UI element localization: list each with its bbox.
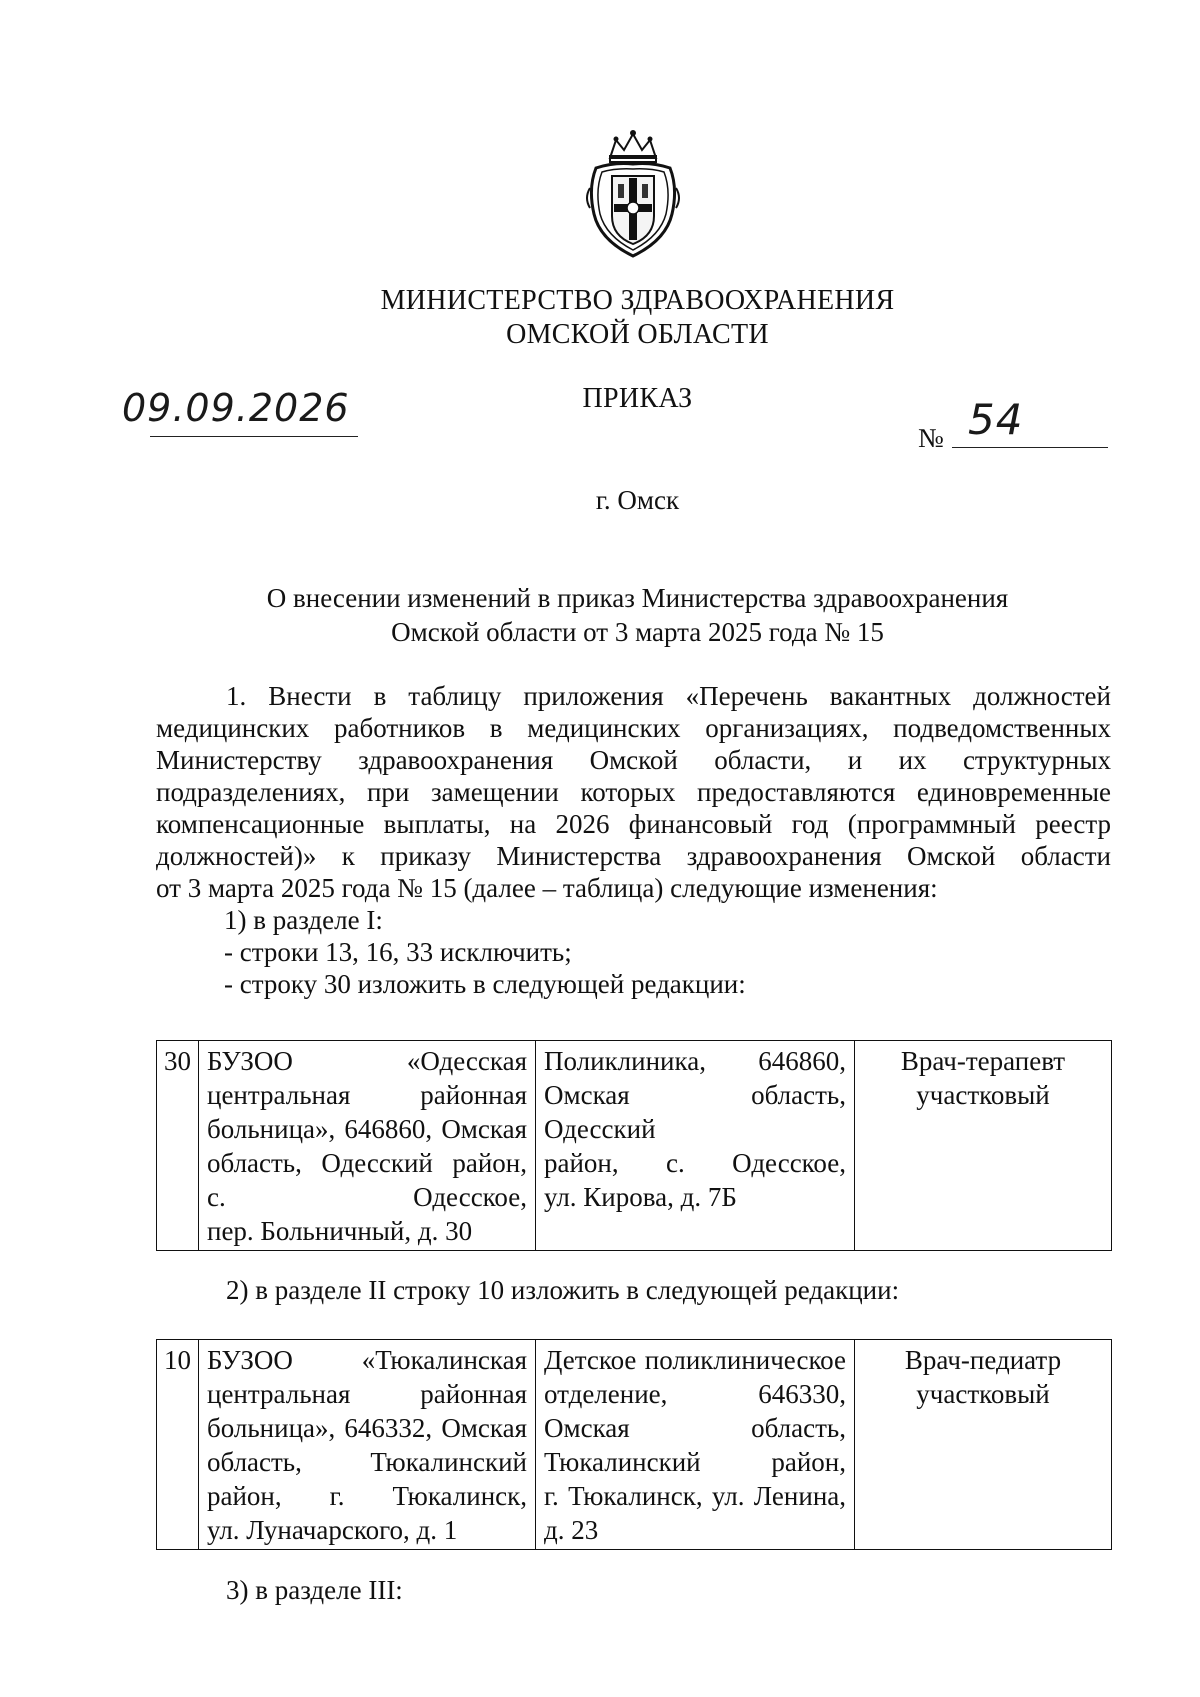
- cell-line: центральная районная: [207, 1080, 527, 1110]
- cell-line: область, Тюкалинский: [207, 1447, 527, 1477]
- cell-line: БУЗОО «Одесская: [207, 1046, 527, 1076]
- cell-line: Омская область, Одесский: [544, 1080, 846, 1144]
- organization-cell: [199, 1340, 536, 1550]
- cell-line: больница», 646860, Омская: [207, 1114, 527, 1144]
- text-line: медицинских работников в медицинских организациях, подведомственных: [156, 713, 1111, 743]
- handwritten-date: 09.09.2026: [122, 386, 350, 430]
- table-row: [157, 1340, 1112, 1550]
- text-line: должностей)» к приказу Министерства здравоохранения Омской области: [156, 841, 1111, 871]
- organization-cell: [199, 1041, 536, 1251]
- number-sign: №: [918, 423, 944, 453]
- ministry-title-line2: ОМСКОЙ ОБЛАСТИ: [506, 319, 769, 350]
- paragraph-2: 2) в разделе II строку 10 изложить в следующей редакции:: [226, 1275, 900, 1305]
- table-row-10: [156, 1339, 1112, 1550]
- cell-line: ул. Кирова, д. 7Б: [544, 1182, 737, 1212]
- handwritten-order-number: 54: [968, 395, 1024, 444]
- subitem-exclude-rows: - строки 13, 16, 33 исключить;: [224, 937, 572, 967]
- cell-line: д. 23: [544, 1515, 599, 1545]
- position-cell: Врач-педиатр участковый: [855, 1340, 1112, 1550]
- subitem-section-1: 1) в разделе I:: [224, 905, 383, 935]
- subitem-restate-row-30: - строку 30 изложить в следующей редакции:: [224, 969, 746, 999]
- ministry-title-line1: МИНИСТЕРСТВО ЗДРАВООХРАНЕНИЯ: [380, 285, 895, 316]
- text-line: подразделениях, при замещении которых предоставляются единовременные: [156, 777, 1111, 807]
- text-line: Министерству здравоохранения Омской области, и их структурных: [156, 745, 1111, 775]
- cell-line: Тюкалинский район,: [544, 1447, 846, 1477]
- cell-line: пер. Больничный, д. 30: [207, 1216, 473, 1246]
- row-number-cell: 10: [157, 1340, 199, 1550]
- cell-line: БУЗОО «Тюкалинская: [207, 1345, 527, 1375]
- text-line: от 3 марта 2025 года № 15 (далее – таблица) следующие изменения:: [156, 873, 938, 903]
- cell-line: ул. Луначарского, д. 1: [207, 1515, 458, 1545]
- subdivision-cell: [536, 1041, 855, 1251]
- order-body: [156, 680, 1111, 1000]
- row-number-cell: 30: [157, 1041, 199, 1251]
- cell-line: район, с. Одесское,: [544, 1148, 846, 1178]
- date-underline: [150, 436, 358, 437]
- cell-line: центральная районная: [207, 1379, 527, 1409]
- position-cell: Врач-терапевт участковый: [855, 1041, 1112, 1251]
- subject-line1: О внесении изменений в приказ Министерства здравоохранения: [266, 583, 1009, 613]
- coat-of-arms-emblem: [582, 128, 684, 260]
- paragraph-3: 3) в разделе III:: [226, 1575, 403, 1605]
- city-line: г. Омск: [595, 485, 680, 515]
- text-line: 1. Внести в таблицу приложения «Перечень вакантных должностей: [226, 681, 1111, 711]
- cell-line: район, г. Тюкалинск,: [207, 1481, 527, 1511]
- document-type: ПРИКАЗ: [582, 383, 693, 414]
- cell-line: Детское поликлиническое: [544, 1345, 846, 1375]
- cell-line: больница», 646332, Омская: [207, 1413, 527, 1443]
- paragraph-1: [156, 680, 1111, 904]
- subject-line2: Омской области от 3 марта 2025 года № 15: [391, 617, 884, 647]
- cell-line: с. Одесское,: [207, 1182, 527, 1212]
- subdivision-cell: [536, 1340, 855, 1550]
- text-line: компенсационные выплаты, на 2026 финансовый год (программный реестр: [156, 809, 1111, 839]
- cell-line: г. Тюкалинск, ул. Ленина,: [544, 1481, 846, 1511]
- cell-line: Поликлиника, 646860,: [544, 1046, 846, 1076]
- cell-line: область, Одесский район,: [207, 1148, 527, 1178]
- table-row: [157, 1041, 1112, 1251]
- number-underline: [952, 447, 1108, 448]
- cell-line: Омская область,: [544, 1413, 846, 1443]
- cell-line: отделение, 646330,: [544, 1379, 846, 1409]
- table-row-30: [156, 1040, 1112, 1251]
